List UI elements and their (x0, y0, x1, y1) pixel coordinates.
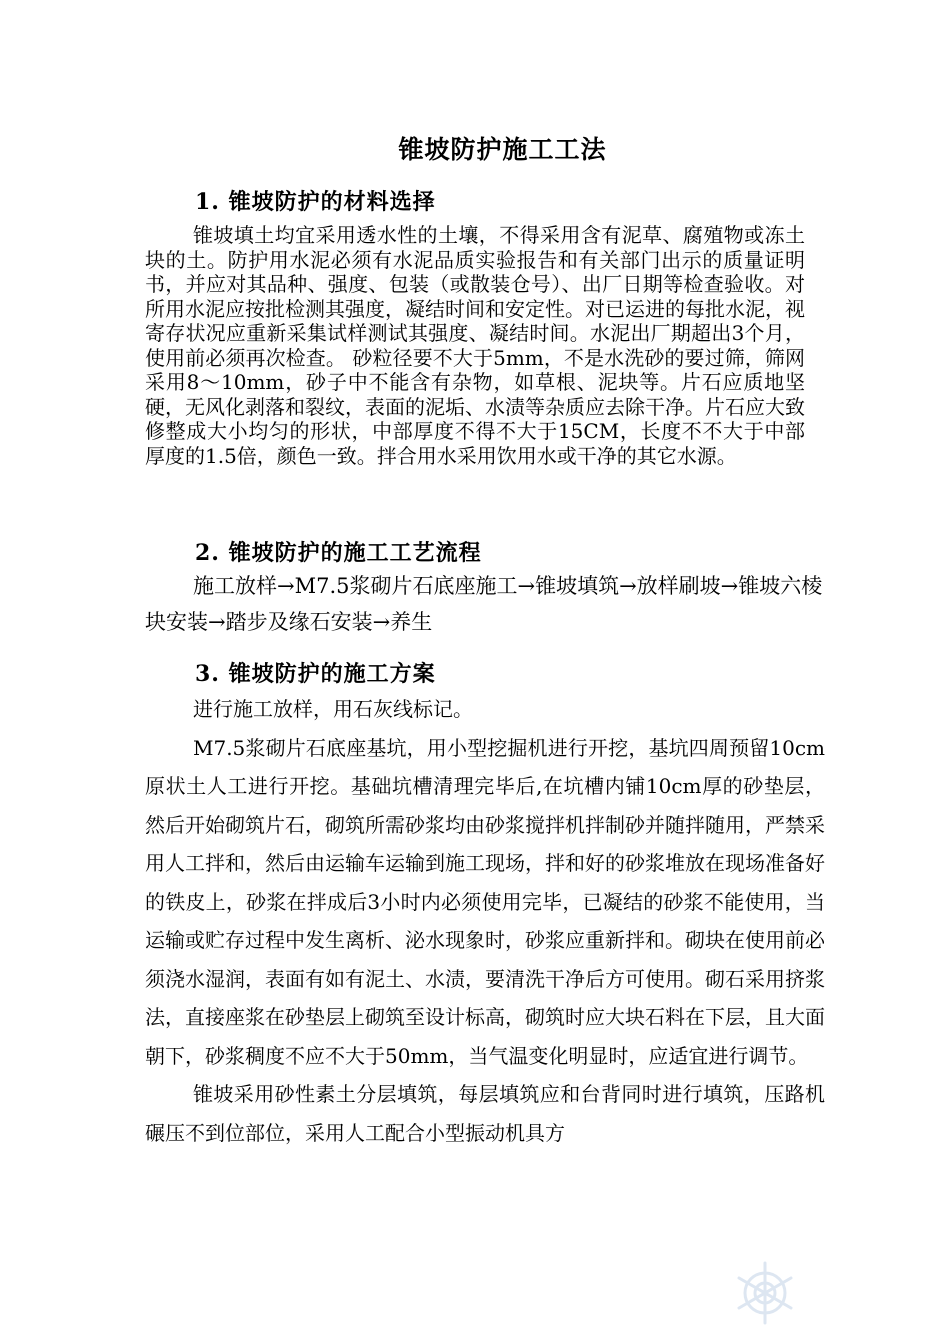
snowflake-icon (730, 1258, 800, 1328)
section-heading-process: 2. 锥坡防护的施工工艺流程 (195, 540, 482, 566)
section-body-plan (145, 690, 825, 1152)
paragraph: M7.5浆砌片石底座基坑，用小型挖掘机进行开挖，基坑四周预留10cm原状土人工进行开挖。基础坑槽清理完毕后,在坑槽内铺10cm厚的砂垫层，然后开始砌筑片石，砌筑所需砂浆均由砂浆搅拌机拌制砂并随拌随用，严禁采用人工拌和，然后由运输车运输到施工现场，拌和好的砂浆堆放在现场准备好的铁皮上，砂浆在拌成后3小时内必须使用完毕，已凝结的砂浆不能使用，当运输或贮存过程中发生离析、泌水现象时，砂浆应重新拌和。砌块在使用前必须浇水湿润，表面有如有泥土、水渍，要清洗干净后方可使用。砌石采用挤浆法，直接座浆在砂垫层上砌筑至设计标高，砌筑时应大块石料在下层，且大面朝下，砂浆稠度不应不大于50mm，当气温变化明显时，应适宜进行调节。 (145, 735, 825, 1068)
section-body-process (145, 568, 825, 640)
paragraph: 施工放样→M7.5浆砌片石底座施工→锥坡填筑→放样刷坡→锥坡六棱块安装→踏步及缘石安装→养生 (145, 574, 823, 634)
section-heading-plan: 3. 锥坡防护的施工方案 (195, 661, 436, 687)
paragraph: 进行施工放样，用石灰线标记。 (193, 697, 473, 721)
paragraph: 锥坡填土均宜采用透水性的土壤，不得采用含有泥草、腐殖物或冻土块的土。防护用水泥必须有水泥品质实验报告和有关部门出示的质量证明书，并应对其品种、强度、包装（或散装仓号）、出厂日期等检查验收。对所用水泥应按批检测其强度，凝结时间和安定性。对已运进的每批水泥，视寄存状况应重新采集试样测试其强度、凝结时间。水泥出厂期超出3个月，使用前必须再次检查。 砂粒径要不大于5mm，不是水洗砂的要过筛，筛网采用8～10mm，砂子中不能含有杂物，如草根、泥块等。片石应质地坚硬，无风化剥落和裂纹，表面的泥垢、水渍等杂质应去除干净。片石应大致修整成大小均匀的形状，中部厚度不得不大于15CM，长度不不大于中部厚度的1.5倍，颜色一致。拌合用水采用饮用水或干净的其它水源。 (145, 223, 805, 468)
section-heading-materials: 1. 锥坡防护的材料选择 (195, 189, 436, 215)
section-body-materials (145, 223, 805, 468)
paragraph: 锥坡采用砂性素土分层填筑，每层填筑应和台背同时进行填筑，压路机碾压不到位部位，采用人工配合小型振动机具方 (145, 1082, 825, 1145)
document-title: 锥坡防护施工工法 (398, 135, 607, 164)
